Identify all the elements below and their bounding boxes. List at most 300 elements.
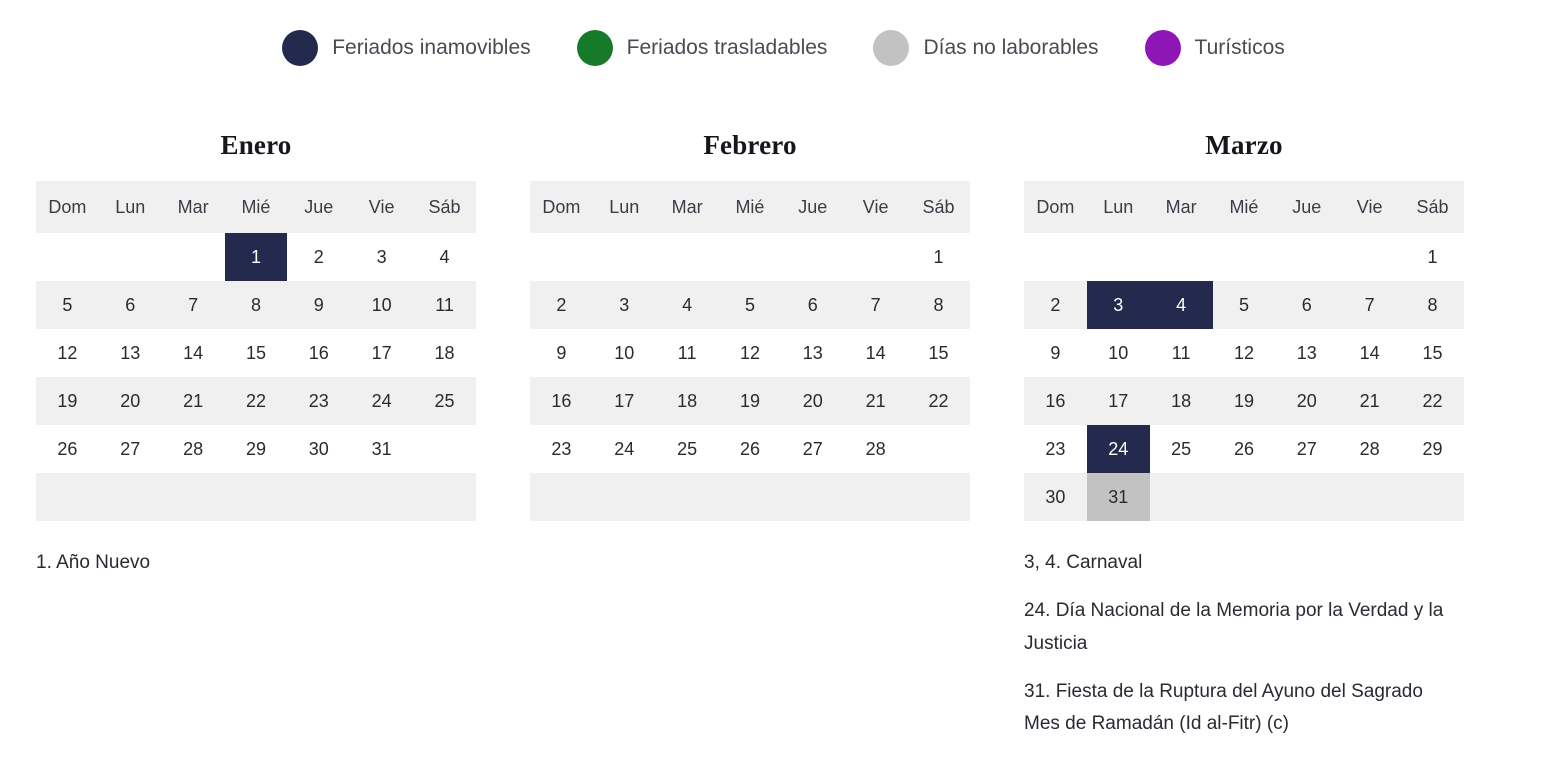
day-number xyxy=(781,233,844,281)
months-container xyxy=(0,130,1567,756)
day-number: 3 xyxy=(1087,281,1150,329)
weekday-header: Dom xyxy=(36,181,99,233)
day-cell[interactable] xyxy=(225,233,288,281)
day-cell[interactable] xyxy=(36,377,99,425)
empty-day-cell xyxy=(1150,233,1213,281)
day-number: 6 xyxy=(125,294,136,315)
day-cell[interactable] xyxy=(413,329,476,377)
day-number: 10 xyxy=(1108,342,1129,363)
day-number: 19 xyxy=(57,390,78,411)
day-number xyxy=(99,473,162,521)
day-number: 30 xyxy=(308,438,329,459)
weekday-header: Mar xyxy=(1150,181,1213,233)
day-number xyxy=(1213,473,1276,521)
day-cell[interactable] xyxy=(287,377,350,425)
day-cell[interactable] xyxy=(1338,377,1401,425)
day-number: 28 xyxy=(865,438,886,459)
weekday-header: Dom xyxy=(1024,181,1087,233)
holiday-note: 1. Año Nuevo xyxy=(36,552,151,573)
day-cell[interactable] xyxy=(225,377,288,425)
day-cell[interactable] xyxy=(1150,329,1213,377)
day-cell[interactable] xyxy=(656,281,719,329)
empty-day-cell xyxy=(1150,473,1213,521)
weekday-header: Vie xyxy=(350,181,413,233)
day-number: 24 xyxy=(371,390,392,411)
day-cell[interactable] xyxy=(1213,377,1276,425)
day-number xyxy=(1087,233,1150,281)
weekday-header: Mié xyxy=(1213,181,1276,233)
day-cell[interactable] xyxy=(350,281,413,329)
day-cell[interactable] xyxy=(225,425,288,473)
day-cell[interactable] xyxy=(287,329,350,377)
day-cell[interactable] xyxy=(1401,377,1464,425)
day-number: 2 xyxy=(1050,294,1061,315)
day-cell[interactable] xyxy=(36,281,99,329)
day-cell[interactable] xyxy=(1213,281,1276,329)
day-number: 13 xyxy=(802,342,823,363)
week-row xyxy=(530,329,970,377)
empty-day-cell xyxy=(350,473,413,521)
day-number xyxy=(907,425,970,473)
weekday-header: Jue xyxy=(287,181,350,233)
legend-item xyxy=(1145,30,1285,66)
day-number: 19 xyxy=(739,390,760,411)
empty-day-cell xyxy=(1024,233,1087,281)
empty-day-cell xyxy=(1338,233,1401,281)
day-cell[interactable] xyxy=(1401,233,1464,281)
day-cell[interactable] xyxy=(656,329,719,377)
weekday-header: Sáb xyxy=(1401,181,1464,233)
day-number: 6 xyxy=(807,294,818,315)
day-number xyxy=(844,233,907,281)
empty-day-cell xyxy=(593,473,656,521)
weekday-header-row xyxy=(36,181,476,233)
day-number: 20 xyxy=(120,390,141,411)
day-number xyxy=(593,233,656,281)
day-number: 8 xyxy=(1427,294,1438,315)
day-number: 31 xyxy=(371,438,392,459)
legend-label: Feriados trasladables xyxy=(626,36,828,59)
calendar-table xyxy=(530,181,970,521)
day-cell[interactable] xyxy=(593,377,656,425)
day-cell[interactable] xyxy=(1275,377,1338,425)
calendar-table xyxy=(36,181,476,521)
day-number xyxy=(530,233,593,281)
day-number: 27 xyxy=(120,438,141,459)
day-cell[interactable] xyxy=(781,425,844,473)
holiday-note: 31. Fiesta de la Ruptura del Ayuno del Sagrado Mes de Ramadán (Id al-Fitr) (c) xyxy=(1024,680,1423,735)
day-cell[interactable] xyxy=(350,233,413,281)
day-number: 3 xyxy=(376,246,387,267)
week-row xyxy=(36,281,476,329)
empty-day-cell xyxy=(1338,473,1401,521)
day-number xyxy=(36,473,99,521)
legend-label: Feriados inamovibles xyxy=(332,36,531,59)
day-cell[interactable] xyxy=(1275,329,1338,377)
empty-day-cell xyxy=(162,473,225,521)
day-number: 6 xyxy=(1301,294,1312,315)
day-number xyxy=(1338,473,1401,521)
day-number: 10 xyxy=(614,342,635,363)
empty-day-cell xyxy=(1213,473,1276,521)
empty-day-cell xyxy=(719,233,782,281)
weekday-header: Vie xyxy=(1338,181,1401,233)
empty-day-cell xyxy=(1401,473,1464,521)
holiday-note: 3, 4. Carnaval xyxy=(1024,552,1143,573)
day-cell[interactable] xyxy=(162,329,225,377)
empty-day-cell xyxy=(99,473,162,521)
day-number: 23 xyxy=(1045,438,1066,459)
week-row xyxy=(1024,281,1464,329)
day-cell[interactable] xyxy=(36,425,99,473)
day-cell[interactable] xyxy=(530,425,593,473)
day-cell[interactable] xyxy=(1024,377,1087,425)
day-number xyxy=(1024,233,1087,281)
day-number: 1 xyxy=(1427,246,1438,267)
day-number: 9 xyxy=(556,342,567,363)
month-title: Marzo xyxy=(1205,130,1283,160)
day-number xyxy=(1213,233,1276,281)
day-cell[interactable] xyxy=(781,377,844,425)
day-cell[interactable] xyxy=(844,329,907,377)
day-number: 17 xyxy=(1108,390,1129,411)
day-number: 8 xyxy=(933,294,944,315)
week-row xyxy=(530,377,970,425)
day-number: 14 xyxy=(1359,342,1380,363)
day-number: 27 xyxy=(802,438,823,459)
day-number: 14 xyxy=(183,342,204,363)
day-number: 1 xyxy=(933,246,944,267)
empty-day-cell xyxy=(844,473,907,521)
weekday-header: Lun xyxy=(593,181,656,233)
weekday-header: Sáb xyxy=(907,181,970,233)
legend-label: Días no laborables xyxy=(923,36,1099,59)
day-number: 21 xyxy=(865,390,886,411)
day-number xyxy=(1275,473,1338,521)
day-number: 5 xyxy=(744,294,755,315)
day-cell[interactable] xyxy=(162,425,225,473)
day-number xyxy=(1150,473,1213,521)
day-cell[interactable] xyxy=(1401,281,1464,329)
day-number: 2 xyxy=(313,246,324,267)
day-number: 21 xyxy=(1359,390,1380,411)
day-cell[interactable] xyxy=(1338,425,1401,473)
empty-day-cell xyxy=(36,233,99,281)
day-number: 20 xyxy=(1296,390,1317,411)
day-number: 22 xyxy=(928,390,949,411)
weekday-header: Jue xyxy=(781,181,844,233)
day-cell[interactable] xyxy=(593,281,656,329)
weekday-header: Vie xyxy=(844,181,907,233)
empty-day-cell xyxy=(593,233,656,281)
empty-day-cell xyxy=(413,473,476,521)
day-number: 25 xyxy=(434,390,455,411)
day-number: 3 xyxy=(619,294,630,315)
day-number: 29 xyxy=(245,438,266,459)
legend-item xyxy=(282,30,530,66)
day-cell[interactable] xyxy=(413,281,476,329)
day-number: 11 xyxy=(435,294,454,315)
day-cell[interactable] xyxy=(719,425,782,473)
week-row xyxy=(530,233,970,281)
day-cell[interactable] xyxy=(1024,425,1087,473)
day-cell[interactable] xyxy=(1150,425,1213,473)
day-number xyxy=(413,473,476,521)
day-cell[interactable] xyxy=(530,377,593,425)
day-cell[interactable] xyxy=(656,377,719,425)
day-number: 28 xyxy=(1359,438,1380,459)
day-number: 5 xyxy=(62,294,73,315)
day-number: 4 xyxy=(1150,281,1213,329)
empty-day-cell xyxy=(99,233,162,281)
empty-day-cell xyxy=(1275,473,1338,521)
day-cell[interactable] xyxy=(99,281,162,329)
empty-day-cell xyxy=(287,473,350,521)
day-cell[interactable] xyxy=(593,425,656,473)
day-cell[interactable] xyxy=(1401,329,1464,377)
day-cell[interactable] xyxy=(1401,425,1464,473)
legend-label: Turísticos xyxy=(1194,36,1285,59)
day-cell[interactable] xyxy=(350,329,413,377)
day-cell[interactable] xyxy=(413,377,476,425)
month-block xyxy=(530,130,970,756)
day-number: 17 xyxy=(371,342,392,363)
legend-item xyxy=(873,30,1098,66)
day-number: 10 xyxy=(371,294,392,315)
day-number: 4 xyxy=(682,294,693,315)
day-cell[interactable] xyxy=(1275,425,1338,473)
day-number: 13 xyxy=(120,342,141,363)
day-number: 19 xyxy=(1233,390,1254,411)
day-cell[interactable] xyxy=(162,377,225,425)
day-number: 15 xyxy=(928,342,949,363)
week-row xyxy=(36,329,476,377)
day-number: 23 xyxy=(551,438,572,459)
day-number: 11 xyxy=(677,342,697,363)
day-number: 26 xyxy=(57,438,78,459)
day-number: 22 xyxy=(245,390,266,411)
day-cell[interactable] xyxy=(1087,425,1150,473)
day-number xyxy=(719,473,782,521)
day-number: 11 xyxy=(1171,342,1191,363)
day-number: 21 xyxy=(183,390,204,411)
day-number: 7 xyxy=(870,294,881,315)
day-number: 31 xyxy=(1087,473,1150,521)
day-number: 5 xyxy=(1238,294,1249,315)
empty-day-cell xyxy=(36,473,99,521)
day-cell[interactable] xyxy=(781,281,844,329)
day-number: 16 xyxy=(1045,390,1066,411)
empty-day-cell xyxy=(1275,233,1338,281)
day-cell[interactable] xyxy=(287,233,350,281)
empty-day-cell xyxy=(656,473,719,521)
day-number xyxy=(1275,233,1338,281)
legend xyxy=(0,0,1567,72)
day-cell[interactable] xyxy=(287,281,350,329)
day-number xyxy=(593,473,656,521)
day-cell[interactable] xyxy=(1150,377,1213,425)
empty-day-cell xyxy=(907,425,970,473)
day-cell[interactable] xyxy=(1338,281,1401,329)
day-cell[interactable] xyxy=(1213,425,1276,473)
day-cell[interactable] xyxy=(907,377,970,425)
day-cell[interactable] xyxy=(656,425,719,473)
day-number: 4 xyxy=(439,246,450,267)
week-row xyxy=(36,377,476,425)
day-cell[interactable] xyxy=(844,377,907,425)
month-title: Febrero xyxy=(703,130,797,160)
day-cell[interactable] xyxy=(287,425,350,473)
day-cell[interactable] xyxy=(593,329,656,377)
week-row xyxy=(36,233,476,281)
day-number xyxy=(656,473,719,521)
day-cell[interactable] xyxy=(1024,473,1087,521)
day-cell[interactable] xyxy=(1087,281,1150,329)
day-cell[interactable] xyxy=(719,329,782,377)
day-number: 8 xyxy=(250,294,261,315)
day-number: 13 xyxy=(1296,342,1317,363)
day-number xyxy=(225,473,288,521)
day-number: 24 xyxy=(1087,425,1150,473)
day-number: 15 xyxy=(1422,342,1443,363)
empty-day-cell xyxy=(781,233,844,281)
circle-icon xyxy=(1145,30,1181,66)
day-number xyxy=(1150,233,1213,281)
day-cell[interactable] xyxy=(1024,329,1087,377)
day-number: 1 xyxy=(225,233,288,281)
day-cell[interactable] xyxy=(719,377,782,425)
day-cell[interactable] xyxy=(1024,281,1087,329)
day-number xyxy=(719,233,782,281)
empty-day-cell xyxy=(225,473,288,521)
weekday-header: Sáb xyxy=(413,181,476,233)
week-row xyxy=(36,473,476,521)
day-number: 9 xyxy=(1050,342,1061,363)
month-title: Enero xyxy=(220,130,292,160)
day-number: 14 xyxy=(865,342,886,363)
day-cell[interactable] xyxy=(162,281,225,329)
day-number: 9 xyxy=(313,294,324,315)
day-number: 17 xyxy=(614,390,635,411)
day-cell[interactable] xyxy=(1087,377,1150,425)
holiday-notes xyxy=(1024,547,1464,740)
week-row xyxy=(1024,473,1464,521)
day-cell[interactable] xyxy=(1150,281,1213,329)
weekday-header: Mié xyxy=(719,181,782,233)
day-cell[interactable] xyxy=(1275,281,1338,329)
day-cell[interactable] xyxy=(1213,329,1276,377)
day-number: 23 xyxy=(308,390,329,411)
day-cell[interactable] xyxy=(1087,473,1150,521)
week-row xyxy=(1024,377,1464,425)
weekday-header: Lun xyxy=(99,181,162,233)
holiday-note: 24. Día Nacional de la Memoria por la Verdad y la Justicia xyxy=(1024,600,1444,654)
day-number: 25 xyxy=(677,438,698,459)
week-row xyxy=(1024,425,1464,473)
week-row xyxy=(530,473,970,521)
day-number: 26 xyxy=(739,438,760,459)
day-cell[interactable] xyxy=(99,377,162,425)
circle-icon xyxy=(577,30,613,66)
day-number: 27 xyxy=(1296,438,1317,459)
holiday-notes xyxy=(36,547,476,579)
legend-item xyxy=(577,30,828,66)
week-row xyxy=(530,425,970,473)
day-cell[interactable] xyxy=(1338,329,1401,377)
day-number xyxy=(287,473,350,521)
day-cell[interactable] xyxy=(36,329,99,377)
weekday-header: Dom xyxy=(530,181,593,233)
day-number: 12 xyxy=(57,342,78,363)
day-number: 12 xyxy=(1233,342,1254,363)
day-number: 18 xyxy=(434,342,455,363)
empty-day-cell xyxy=(162,233,225,281)
day-number xyxy=(781,473,844,521)
day-cell[interactable] xyxy=(99,425,162,473)
day-number: 26 xyxy=(1233,438,1254,459)
day-cell[interactable] xyxy=(530,281,593,329)
weekday-header: Mar xyxy=(656,181,719,233)
day-cell[interactable] xyxy=(530,329,593,377)
day-number xyxy=(162,233,225,281)
day-number xyxy=(413,425,476,473)
day-cell[interactable] xyxy=(907,329,970,377)
day-cell[interactable] xyxy=(719,281,782,329)
day-cell[interactable] xyxy=(844,281,907,329)
day-number xyxy=(907,473,970,521)
day-cell[interactable] xyxy=(844,425,907,473)
day-cell[interactable] xyxy=(1087,329,1150,377)
day-number: 16 xyxy=(308,342,329,363)
day-number: 12 xyxy=(739,342,760,363)
empty-day-cell xyxy=(656,233,719,281)
empty-day-cell xyxy=(719,473,782,521)
day-cell[interactable] xyxy=(413,233,476,281)
day-number xyxy=(1338,233,1401,281)
weekday-header-row xyxy=(1024,181,1464,233)
day-cell[interactable] xyxy=(350,425,413,473)
day-cell[interactable] xyxy=(99,329,162,377)
weekday-header: Jue xyxy=(1275,181,1338,233)
day-number: 18 xyxy=(677,390,698,411)
day-number xyxy=(162,473,225,521)
circle-icon xyxy=(282,30,318,66)
weekday-header: Mar xyxy=(162,181,225,233)
day-number xyxy=(656,233,719,281)
empty-day-cell xyxy=(781,473,844,521)
day-number: 28 xyxy=(183,438,204,459)
month-block xyxy=(1024,130,1464,756)
day-number xyxy=(99,233,162,281)
day-cell[interactable] xyxy=(350,377,413,425)
day-number xyxy=(530,473,593,521)
day-cell[interactable] xyxy=(907,233,970,281)
week-row xyxy=(530,281,970,329)
day-cell[interactable] xyxy=(907,281,970,329)
week-row xyxy=(1024,329,1464,377)
empty-day-cell xyxy=(1213,233,1276,281)
empty-day-cell xyxy=(530,473,593,521)
empty-day-cell xyxy=(530,233,593,281)
day-number: 18 xyxy=(1171,390,1192,411)
day-cell[interactable] xyxy=(781,329,844,377)
month-block xyxy=(36,130,476,756)
day-number: 7 xyxy=(188,294,199,315)
circle-icon xyxy=(873,30,909,66)
day-cell[interactable] xyxy=(225,329,288,377)
empty-day-cell xyxy=(907,473,970,521)
day-cell[interactable] xyxy=(225,281,288,329)
